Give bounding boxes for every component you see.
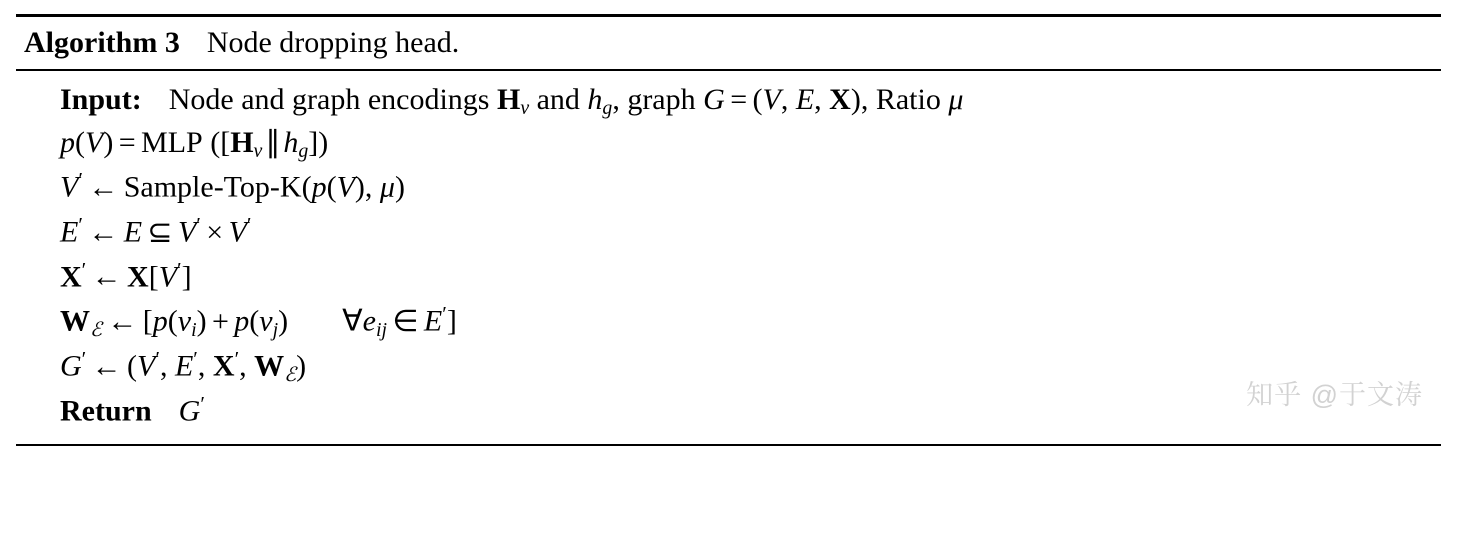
algorithm-title-text: Node dropping head.	[206, 26, 460, 59]
input-label: Input:	[60, 82, 142, 116]
algorithm-body	[16, 71, 1441, 444]
rule-bottom	[16, 444, 1441, 446]
algorithm-title	[16, 17, 1441, 69]
algorithm-line-1: p(V) = MLP ([$H_v$ ∥ $h_g$])	[60, 126, 329, 163]
algorithm-line-5: $W_ℰ$ ← [$p(v_i) + p(v_j)$ $\forall e_{ij}$ ∈ E′]	[60, 302, 457, 341]
watermark-text: 知乎 @于文涛	[1246, 379, 1423, 410]
algorithm-label: Algorithm 3	[24, 26, 180, 59]
algorithm-line-6: G′ ← (V′, E′, X′, $W_ℰ$)	[60, 347, 307, 386]
algorithm-block	[16, 14, 1441, 446]
algorithm-line-input: Input: Node and graph encodings $H_v$ and $h_g$, graph G = (V, E, X), Ratio μ	[60, 82, 964, 119]
return-label: Return	[60, 394, 152, 428]
algorithm-line-2: V′ ← Sample-Top-K(p(V), μ)	[60, 168, 405, 205]
algorithm-line-4: X′ ← X[V′]	[60, 257, 192, 294]
algorithm-line-3: E′ ← E ⊆ V′ × V′	[60, 213, 252, 249]
algorithm-line-return: Return G′	[60, 392, 205, 428]
